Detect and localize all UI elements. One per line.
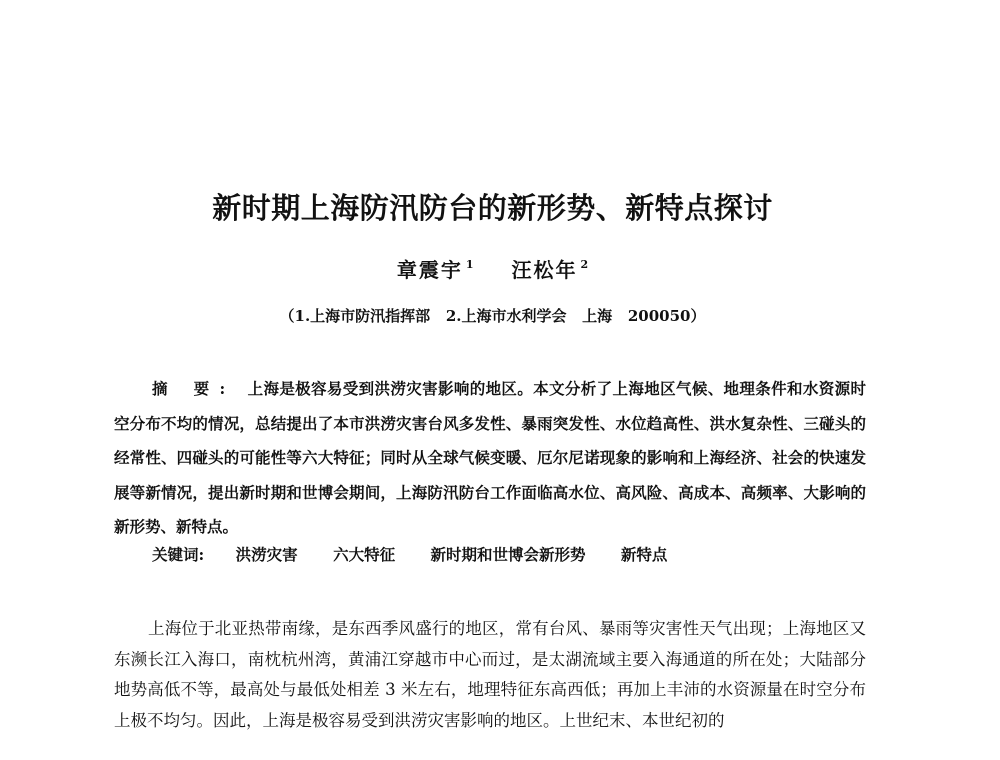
keyword-item: 新时期和世博会新形势 <box>430 545 586 564</box>
abstract-label: 摘 要: <box>152 379 236 398</box>
keyword-item: 新特点 <box>620 545 668 564</box>
keyword-item: 洪涝灾害 <box>235 545 298 564</box>
body-paragraph: 上海位于北亚热带南缘，是东西季风盛行的地区，常有台风、暴雨等灾害性天气出现；上海地区又东濒长江入海口，南枕杭州湾，黄浦江穿越市中心而过，是太湖流域主要入海通道的所在处；大陆部分地势高低不等，最高处与最低处相差 3 米左右，地理特征东高西低；再加上丰沛的水资源量在时空分布上极不均匀。因此，上海是极容易受到洪涝灾害影响的地区。上世纪末、本世纪初的 <box>114 619 866 730</box>
keywords-label: 关键词: <box>152 545 205 564</box>
keyword-item: 六大特征 <box>333 545 396 564</box>
author-name: 汪松年 <box>511 258 578 282</box>
author-name: 章震宇 <box>396 258 463 282</box>
affiliation-line: （1.上海市防汛指挥部 2.上海市水利学会 上海 200050） <box>279 307 706 325</box>
abstract-paragraph <box>114 372 866 545</box>
author-affiliation-marker: 1 <box>465 258 474 271</box>
abstract-text: 上海是极容易受到洪涝灾害影响的地区。本文分析了上海地区气候、地理条件和水资源时空分布不均的情况，总结提出了本市洪涝灾害台风多发性、暴雨突发性、水位趋高性、洪水复杂性、三碰头的经常性、四碰头的可能性等六大特征；同时从全球气候变暖、厄尔尼诺现象的影响和上海经济、社会的快速发展等新情况，提出新时期和世博会期间，上海防汛防台工作面临高水位、高风险、高成本、高频率、大影响的新形势、新特点。 <box>114 379 866 536</box>
keywords-line <box>152 543 872 565</box>
author-affiliation-marker: 2 <box>580 258 589 271</box>
paper-title: 新时期上海防汛防台的新形势、新特点探讨 <box>212 191 773 225</box>
author-list <box>0 254 985 283</box>
